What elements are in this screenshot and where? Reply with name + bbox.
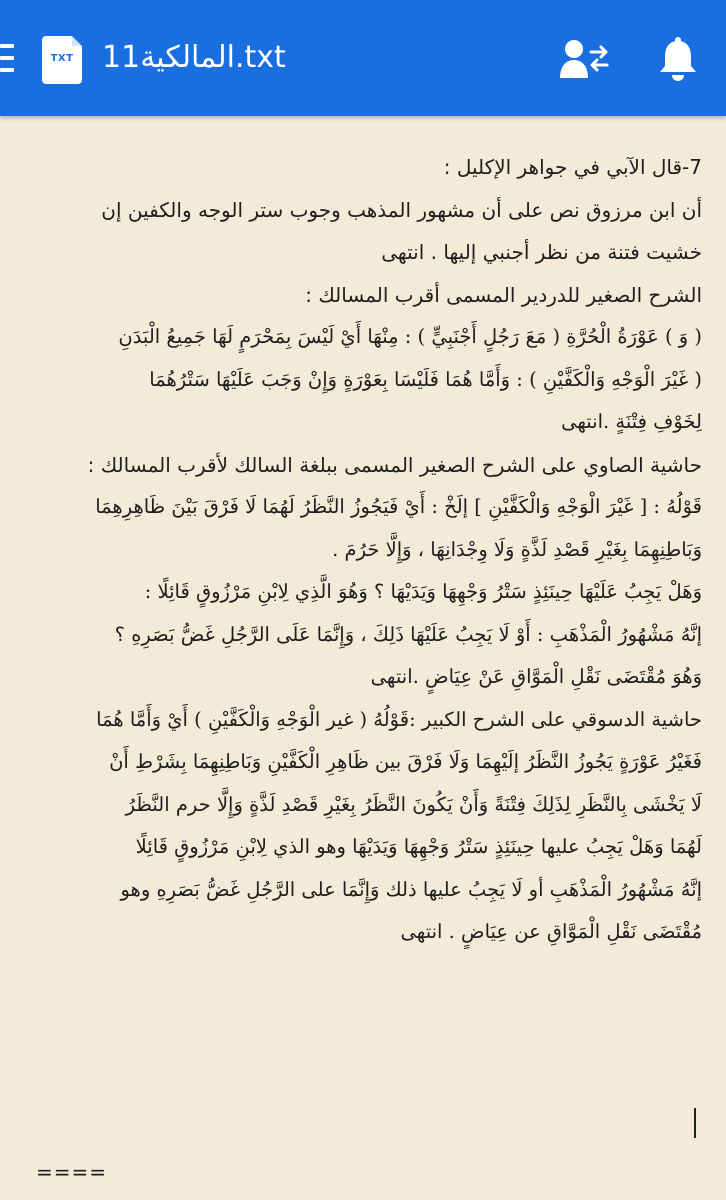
text-line: مُقْتَضَى نَقْلِ الْمَوَّاقِ عن عِيَاضٍ . انتهى	[400, 920, 702, 943]
separator-text: ====	[36, 1160, 108, 1184]
text-line: إنَّهُ مَشْهُورُ الْمَذْهَبِ : أَوْ لَا يَجِبُ عَلَيْهَا ذَلِكَ ، وَإِنَّمَا عَلَى الرَّجُلِ غَضُّ بَصَرِهِ ؟	[114, 622, 702, 646]
text-line: وَبَاطِنِهِمَا بِغَيْرِ قَصْدِ لَذَّةٍ وَلَا وِجْدَانِهَا ، وَإِلَّا حَرُمَ .	[332, 537, 702, 561]
txt-file-icon	[42, 36, 82, 84]
text-line: حاشية الدسوقي على الشرح الكبير :قَوْلُهُ ( غير الْوَجْهِ وَالْكَفَّيْنِ ) أَيْ وَأَمَّا هُمَا	[96, 707, 702, 731]
text-cursor	[694, 1108, 696, 1138]
app-bar	[0, 0, 726, 116]
text-line: قَوْلُهُ : [ غَيْرَ الْوَجْهِ وَالْكَفَّيْنِ ] إلَخْ : أَيْ فَيَجُوزُ النَّظَرُ لَهُمَا لَا فَرْقَ بَيْنَ ظَاهِرِهِمَا	[95, 495, 702, 518]
document-title: المالكية11.txt	[102, 40, 286, 75]
text-line: لَهُمَا وَهَلْ يَجِبُ عليها حِينَئِذٍ سَتْرُ وَجْهِهَا وَيَدَيْهَا وهو الذي لِابْنِ مَرْزُوقٍ قَائِلًا	[135, 835, 702, 858]
text-line: وَهَلْ يَجِبُ عَلَيْهَا حِينَئِذٍ سَتْرُ وَجْهِهَا وَيَدَيْهَا ؟ وَهُوَ الَّذِي لِابْنِ مَرْزُوقٍ قَائِلًا :	[144, 580, 702, 603]
text-line: 7-قال الآبي في جواهر الإكليل :	[443, 155, 702, 179]
text-line: الشرح الصغير للدردير المسمى أقرب المسالك :	[305, 282, 702, 307]
user-switch-icon[interactable]	[560, 38, 610, 80]
text-line: فَغَيْرُ عَوْرَةٍ يَجُوزُ النَّظَرُ إلَيْهِمَا وَلَا فَرْقَ بين ظَاهِرِ الْكَفَّيْنِ وَبَاطِنِهِمَا بِشَرْطِ أَنْ	[109, 750, 702, 773]
text-line: لِخَوْفِ فِتْنَةٍ .انتهى	[561, 410, 702, 433]
text-line: ( غَيْرَ الْوَجْهِ وَالْكَفَّيْنِ ) : وَأَمَّا هُمَا فَلَيْسَا بِعَوْرَةٍ وَإِنْ وَجَبَ عَلَيْهَا سَتْرُهُمَا	[149, 367, 702, 391]
text-line: حاشية الصاوي على الشرح الصغير المسمى ببلغة السالك لأقرب المسالك :	[87, 452, 702, 477]
text-line: ( وَ ) عَوْرَةُ الْحُرَّةِ ( مَعَ رَجُلٍ أَجْنَبِيٍّ ) : مِنْهَا أَيْ لَيْسَ بِمَحْرَمٍ لَهَا جَمِيعُ الْبَدَنِ	[118, 325, 702, 348]
text-line: إنَّهُ مَشْهُورُ الْمَذْهَبِ أو لَا يَجِبُ عليها ذلك وَإِنَّمَا على الرَّجُلِ غَضُّ بَصَرِهِ وهو	[120, 877, 702, 901]
menu-icon[interactable]	[0, 44, 14, 80]
text-line: وَهُوَ مُقْتَضَى نَقْلِ الْمَوَّاقِ عَنْ عِيَاضٍ .انتهى	[370, 665, 702, 688]
text-line: خشيت فتنة من نظر أجنبي إليها . انتهى	[381, 240, 702, 264]
text-line: أن ابن مرزوق نص على أن مشهور المذهب وجوب ستر الوجه والكفين إن	[101, 197, 702, 222]
bell-icon[interactable]	[658, 36, 698, 82]
text-line: لَا يَخْشَى بِالنَّظَرِ لِذَلِكَ فِتْنَةً وَأَنْ يَكُونَ النَّظَرُ بِغَيْرِ قَصْدِ لَذَّةٍ وَإِلَّا حرم النَّظَرُ	[125, 792, 702, 816]
document-text	[30, 146, 702, 954]
file-badge-label: TXT	[50, 53, 74, 64]
